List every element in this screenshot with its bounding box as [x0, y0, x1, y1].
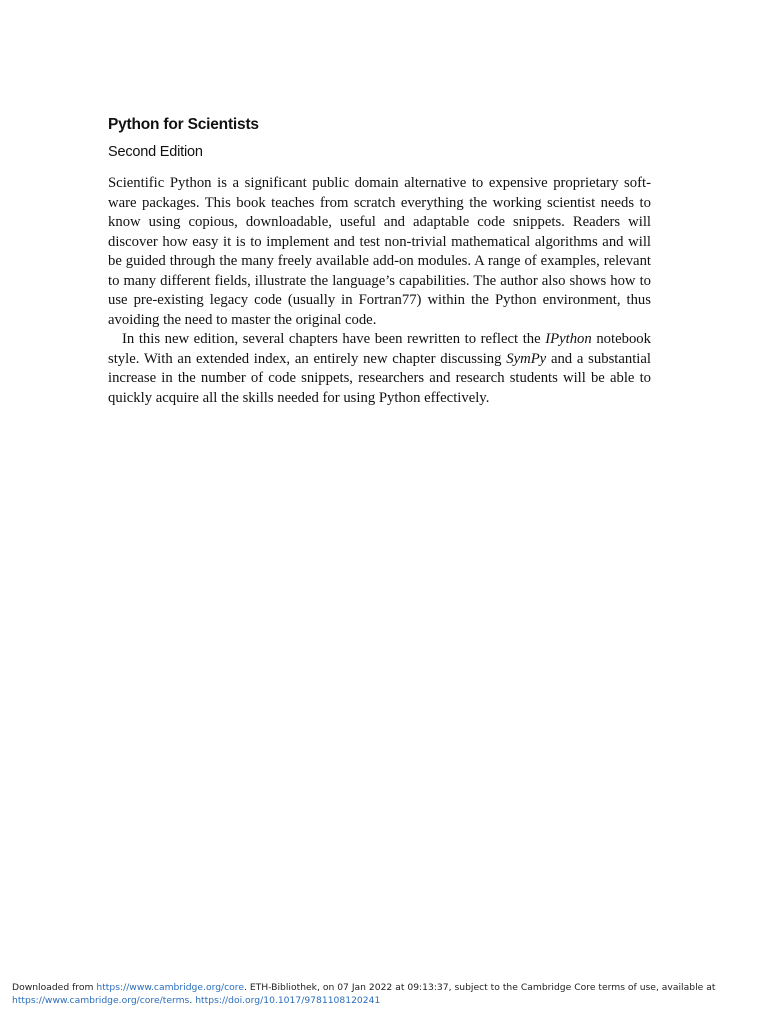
- paragraph-2-text-part-1: In this new edition, several chapters have been rewritten to reflect the: [122, 331, 546, 347]
- edition-label: Second Edition: [108, 144, 203, 160]
- sympy-term: SymPy: [506, 350, 547, 367]
- doi-link[interactable]: https://doi.org/10.1017/9781108120241: [195, 995, 381, 1006]
- blurb-paragraph-1: Scientific Python is a significant public domain alternative to expensive proprietary software packages. This book teaches from scratch everything the working scientist needs to know using copious, downloadable, useful and adaptable code snippets. Readers will discover how easy it is to implement and test non-trivial mathematical algorithms and will be guided through the many freely available add-on modules. A range of examples, relevant to many different fields, illustrate the language’s capabilities. The author also shows how to use pre-existing legacy code (usually in Fortran77) within the Python environment, thus avoiding the need to master the original code.: [108, 175, 651, 328]
- blurb-content: [108, 115, 651, 408]
- cambridge-core-link[interactable]: https://www.cambridge.org/core: [96, 982, 245, 993]
- blurb-paragraph-2: [108, 330, 651, 408]
- footer-terms-text: . ETH-Bibliothek, on 07 Jan 2022 at 09:13:37, subject to the Cambridge Core terms of use, available at: [244, 982, 716, 993]
- cambridge-terms-link[interactable]: https://www.cambridge.org/core/terms: [12, 995, 190, 1006]
- paragraph-2-text-part-2: notebook style. With an extended index, an entirely new chapter discussing: [108, 331, 651, 367]
- download-footer: [12, 981, 752, 1007]
- book-title: Python for Scientists: [108, 116, 259, 133]
- paragraph-2-text-part-3: and a substantial increase in the number of code snippets, researchers and research students will be able to quickly acquire all the skills needed for using Python effectively.: [108, 350, 651, 406]
- ipython-term: IPython: [545, 331, 592, 347]
- footer-downloaded-from: Downloaded from: [12, 982, 97, 993]
- footer-separator: .: [189, 995, 196, 1006]
